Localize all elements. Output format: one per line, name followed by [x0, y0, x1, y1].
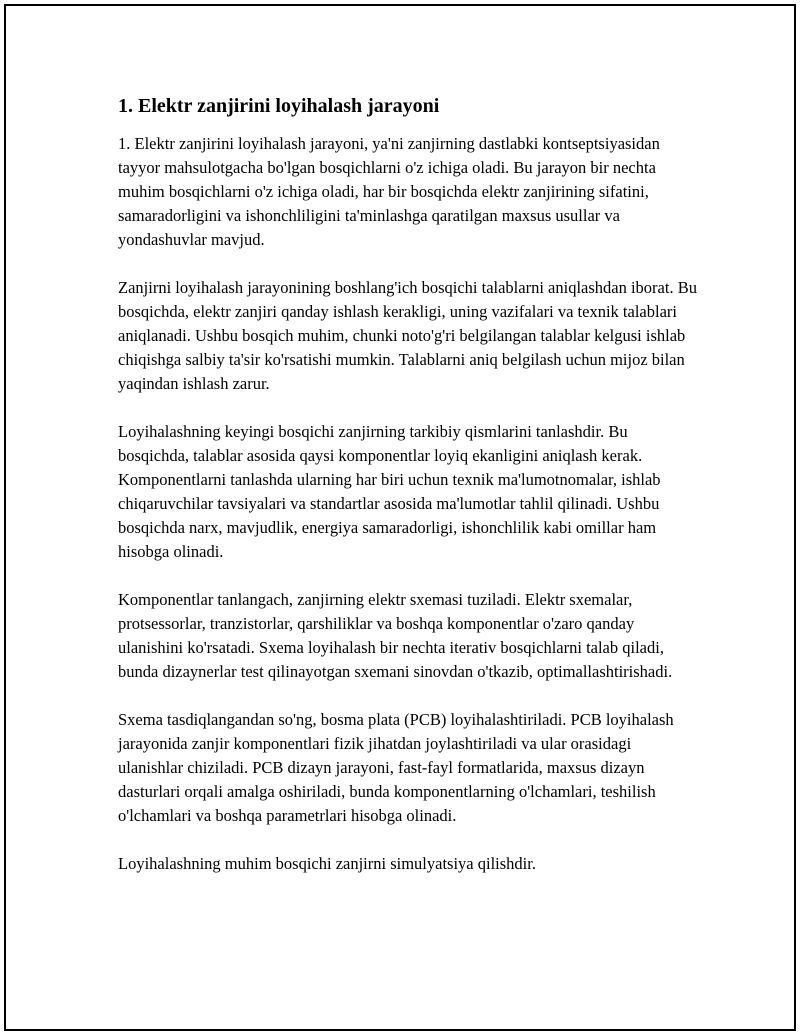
paragraph-intro: 1. Elektr zanjirini loyihalash jarayoni, ya'ni zanjirning dastlabki kontseptsiyasidan tayyor mahsulotgacha bo'lgan bosqichlarni o'z ichiga oladi. Bu jarayon bir nechta muhim bosqichlarni o'z ichiga oladi, har bir bosqichda elektr zanjirining sifatini, samaradorligini va ishonchliligini ta'minlashga qaratilgan maxsus usullar va yondashuvlar mavjud. [118, 134, 660, 249]
paragraph-requirements: Zanjirni loyihalash jarayonining boshlang'ich bosqichi talablarni aniqlashdan iborat. Bu bosqichda, elektr zanjiri qanday ishlash kerakligi, uning vazifalari va texnik talablari aniqlanadi. Ushbu bosqich muhim, chunki noto'g'ri belgilangan talablar kelgusi ishlab chiqishga salbiy ta'sir ko'rsatishi mumkin. Talablarni aniq belgilash uchun mijoz bilan yaqindan ishlash zarur. [118, 278, 697, 393]
document-title: 1. Elektr zanjirini loyihalash jarayoni [118, 95, 440, 117]
paragraph-pcb: Sxema tasdiqlangandan so'ng, bosma plata (PCB) loyihalashtiriladi. PCB loyihalash jarayonida zanjir komponentlari fizik jihatdan joylashtiriladi va ular orasidagi ulanishlar chiziladi. PCB dizayn jarayoni, fast-fayl formatlarida, maxsus dizayn dasturlari orqali amalga oshiriladi, bunda komponentlarning o'lchamlari, teshilish o'lchamlari va boshqa parametrlari hisobga olinadi. [118, 710, 674, 825]
document-body [118, 94, 698, 900]
paragraph-schematic: Komponentlar tanlangach, zanjirning elektr sxemasi tuziladi. Elektr sxemalar, protsessorlar, tranzistorlar, qarshiliklar va boshqa komponentlar o'zaro qanday ulanishini ko'rsatadi. Sxema loyihalash bir nechta iterativ bosqichlarni talab qiladi, bunda dizaynerlar test qilinayotgan sxemani sinovdan o'tkazib, optimallashtirishadi. [118, 590, 673, 681]
paragraph-simulation: Loyihalashning muhim bosqichi zanjirni simulyatsiya qilishdir. [118, 854, 536, 873]
paragraph-components: Loyihalashning keyingi bosqichi zanjirning tarkibiy qismlarini tanlashdir. Bu bosqichda, talablar asosida qaysi komponentlar loyiq ekanligini aniqlash kerak. Komponentlarni tanlashda ularning har biri uchun texnik ma'lumotnomalar, ishlab chiqaruvchilar tavsiyalari va standartlar asosida ma'lumotlar tahlil qilinadi. Ushbu bosqichda narx, mavjudlik, energiya samaradorligi, ishonchlilik kabi omillar ham hisobga olinadi. [118, 422, 661, 561]
